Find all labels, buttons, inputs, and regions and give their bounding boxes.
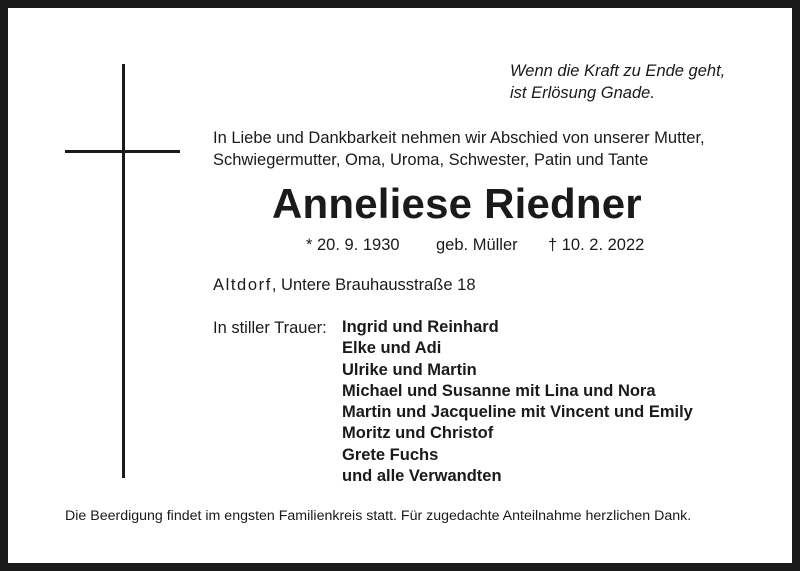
motto-line-1: Wenn die Kraft zu Ende geht, <box>510 62 726 80</box>
mourner-entry: Martin und Jacqueline mit Vincent und Emily <box>342 403 693 422</box>
birth-date: * 20. 9. 1930 <box>306 236 400 254</box>
mourner-entry: Grete Fuchs <box>342 445 439 464</box>
intro-line-1: In Liebe und Dankbarkeit nehmen wir Abschied von unserer Mutter, <box>213 129 705 147</box>
mourner-entry: Elke und Adi <box>342 339 442 358</box>
maiden-name: geb. Müller <box>436 236 518 254</box>
cross-icon-horizontal-bar <box>65 150 180 153</box>
address-line <box>213 274 476 296</box>
mourner-entry: Ingrid und Reinhard <box>342 318 499 336</box>
mourners-list <box>342 317 693 487</box>
cross-icon-vertical-bar <box>122 64 125 478</box>
death-date: † 10. 2. 2022 <box>548 236 645 254</box>
deceased-name: Anneliese Riedner <box>272 180 642 227</box>
mourner-entry: Moritz und Christof <box>342 424 494 443</box>
mourner-entry: und alle Verwandten <box>342 467 502 486</box>
footer-note: Die Beerdigung findet im engsten Familienkreis statt. Für zugedachte Anteilnahme herzlichen Dank. <box>65 508 692 524</box>
intro-line-2: Schwiegermutter, Oma, Uroma, Schwester, Patin und Tante <box>213 151 649 169</box>
mourner-entry: Michael und Susanne mit Lina und Nora <box>342 381 656 400</box>
motto-quote <box>510 60 725 104</box>
address-town: Altdorf <box>213 276 272 294</box>
intro-text <box>213 127 705 171</box>
mourner-entry: Ulrike und Martin <box>342 360 477 379</box>
address-street: , Untere Brauhausstraße 18 <box>271 276 476 294</box>
motto-line-2: ist Erlösung Gnade. <box>510 84 655 102</box>
mourners-label: In stiller Trauer: <box>213 319 327 337</box>
